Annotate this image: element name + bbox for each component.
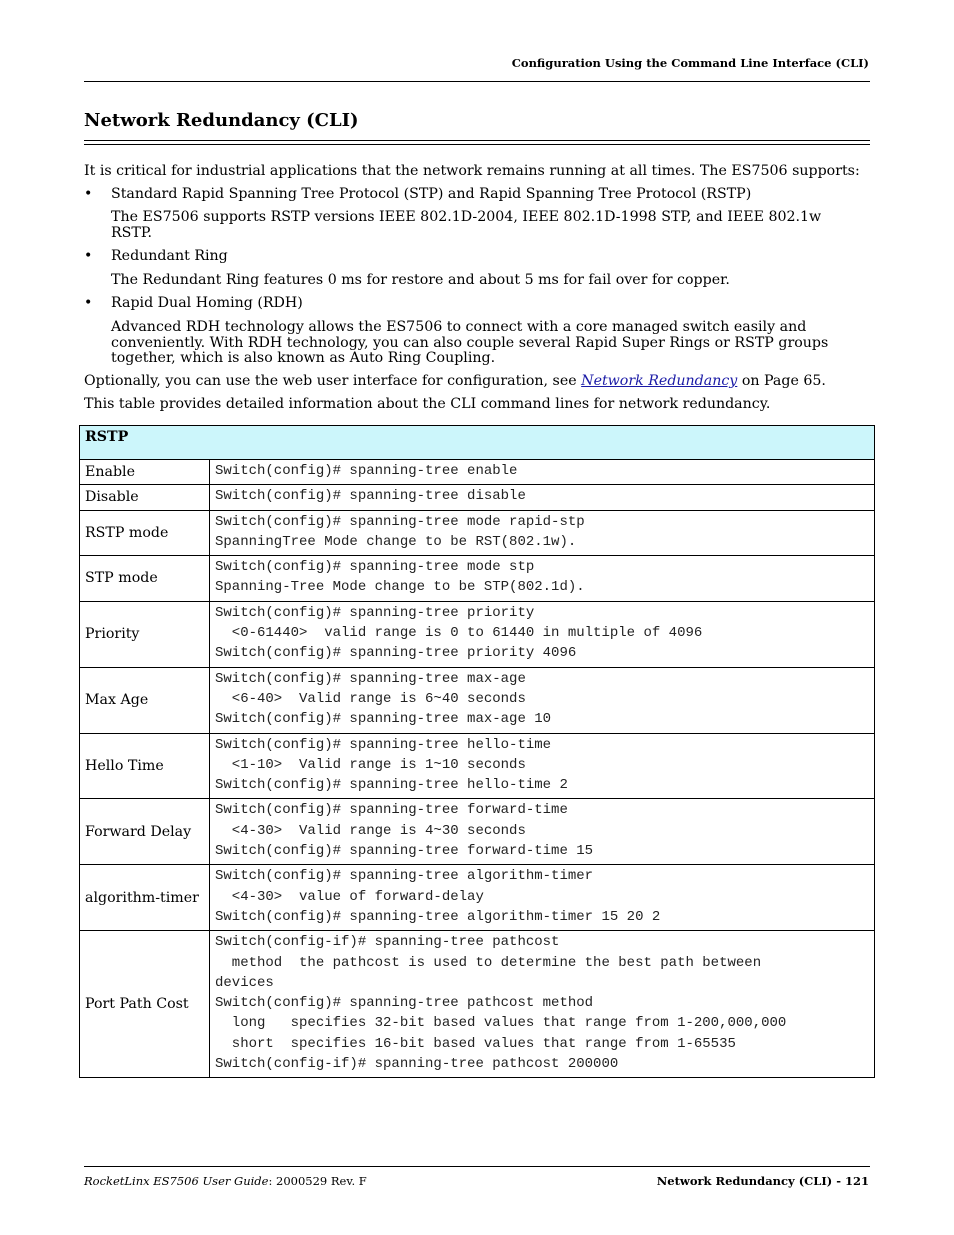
title-rule-double [84, 144, 870, 145]
running-header: Configuration Using the Command Line Interface (CLI) [511, 56, 869, 70]
table-row [80, 865, 875, 931]
row-command: Switch(config)# spanning-tree forward-time <4-30> Valid range is 4~30 seconds Switch(config)# spanning-tree forward-time 15 [210, 799, 875, 865]
bullet-rdh-title: Rapid Dual Homing (RDH) [111, 295, 303, 311]
row-command: Switch(config)# spanning-tree hello-time <1-10> Valid range is 1~10 seconds Switch(config)# spanning-tree hello-time 2 [210, 733, 875, 799]
footer-page: Network Redundancy (CLI) - 121 [656, 1174, 869, 1188]
row-command: Switch(config)# spanning-tree enable [210, 460, 875, 485]
table-row [80, 931, 875, 1078]
table-row [80, 460, 875, 485]
bullet-stp-desc: The ES7506 supports RSTP versions IEEE 802.1D-2004, IEEE 802.1D-1998 STP, and IEEE 802.1w RSTP. [111, 209, 822, 241]
footer-doc-number: : 2000529 Rev. F [268, 1174, 367, 1188]
footer-rule [84, 1166, 870, 1167]
table-row [80, 667, 875, 733]
row-command: Switch(config)# spanning-tree priority <0-61440> valid range is 0 to 61440 in multiple of 4096 Switch(config)# spanning-tree priority 4096 [210, 601, 875, 667]
table-row [80, 799, 875, 865]
bullet-marker: • [84, 295, 93, 311]
row-label: Forward Delay [80, 799, 210, 865]
bullet-rdh-desc: Advanced RDH technology allows the ES7506 to connect with a core managed switch easily and conveniently. With RDH technology, you can also couple several Rapid Super Rings or RSTP groups together, which is also known as Auto Ring Coupling. [111, 319, 829, 366]
row-label: STP mode [80, 556, 210, 602]
footer-doc-info [84, 1174, 367, 1188]
optional-paragraph [84, 374, 874, 390]
title-rule [84, 140, 870, 141]
row-label: Port Path Cost [80, 931, 210, 1078]
row-label: Max Age [80, 667, 210, 733]
row-command: Switch(config)# spanning-tree mode stp Spanning-Tree Mode change to be STP(802.1d). [210, 556, 875, 602]
optional-text-after: on Page 65. [737, 373, 826, 389]
row-label: Hello Time [80, 733, 210, 799]
row-command: Switch(config)# spanning-tree disable [210, 485, 875, 510]
optional-text-before: Optionally, you can use the web user interface for configuration, see [84, 373, 582, 389]
table-intro-paragraph: This table provides detailed information about the CLI command lines for network redundancy. [84, 396, 771, 412]
table-row [80, 733, 875, 799]
footer-product: RocketLinx ES7506 User Guide [84, 1174, 269, 1188]
network-redundancy-link[interactable]: Network Redundancy [581, 373, 738, 389]
row-command: Switch(config)# spanning-tree algorithm-timer <4-30> value of forward-delay Switch(config)# spanning-tree algorithm-timer 15 20 2 [210, 865, 875, 931]
row-command: Switch(config-if)# spanning-tree pathcost method the pathcost is used to determine the best path between devices Switch(config)# spanning-tree pathcost method long specifies 32-bit based values that range from 1-200,000,000 short specifies 16-bit based values that range from 1-65535 Switch(config-if)# spanning-tree pathcost 200000 [210, 931, 875, 1078]
row-command: Switch(config)# spanning-tree max-age <6-40> Valid range is 6~40 seconds Switch(config)# spanning-tree max-age 10 [210, 667, 875, 733]
bullet-ring-desc: The Redundant Ring features 0 ms for restore and about 5 ms for fail over for copper. [111, 272, 730, 288]
bullet-marker: • [84, 248, 93, 264]
bullet-ring-title: Redundant Ring [111, 248, 228, 264]
table-row [80, 556, 875, 602]
intro-paragraph: It is critical for industrial applications that the network remains running at all times. The ES7506 supports: [84, 163, 860, 179]
row-label: algorithm-timer [80, 865, 210, 931]
table-header-rstp: RSTP [80, 426, 875, 460]
section-title: Network Redundancy (CLI) [84, 110, 359, 131]
table-row [80, 485, 875, 510]
bullet-marker: • [84, 186, 93, 202]
row-label: Enable [80, 460, 210, 485]
row-label: RSTP mode [80, 510, 210, 556]
table-row [80, 510, 875, 556]
table-row [80, 601, 875, 667]
header-rule [84, 81, 870, 82]
row-label: Priority [80, 601, 210, 667]
row-label: Disable [80, 485, 210, 510]
row-command: Switch(config)# spanning-tree mode rapid-stp SpanningTree Mode change to be RST(802.1w). [210, 510, 875, 556]
bullet-stp-title: Standard Rapid Spanning Tree Protocol (STP) and Rapid Spanning Tree Protocol (RSTP) [111, 186, 752, 202]
table-header-row [80, 426, 875, 460]
cli-command-table [79, 425, 875, 1078]
